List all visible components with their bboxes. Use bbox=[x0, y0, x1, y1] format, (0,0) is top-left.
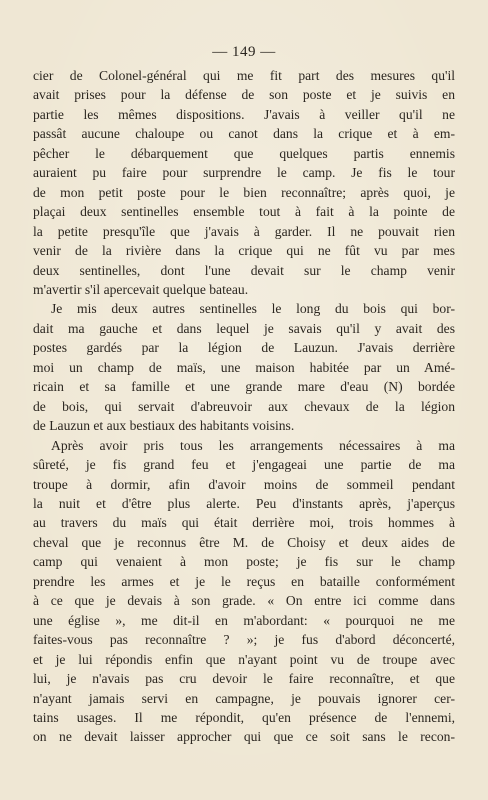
text-line: postes gardés par la légion de Lauzun. J'avais derrière bbox=[33, 340, 455, 356]
text-line: deux sentinelles, dont l'une devait sur le champ venir bbox=[33, 262, 455, 278]
text-line: passât aucune chaloupe ou canot dans la crique et à em- bbox=[33, 126, 455, 142]
text-line: plaçai deux sentinelles ensemble tout à fait à la pointe de bbox=[33, 204, 455, 220]
body-text bbox=[33, 66, 455, 747]
text-line: pêcher le débarquement que quelques partis ennemis bbox=[33, 145, 455, 161]
text-line: prendre les armes et je le reçus en bataille conformément bbox=[33, 573, 455, 589]
text-line: moi un champ de maïs, une maison habitée par un Amé- bbox=[33, 359, 455, 375]
text-line: de mon petit poste pour le bien reconnaître; après quoi, je bbox=[33, 184, 455, 200]
text-line: m'avertir s'il apercevait quelque bateau. bbox=[33, 281, 249, 297]
text-line: sûreté, je fis grand feu et j'engageai une partie de ma bbox=[33, 457, 455, 473]
text-line: à ce que je devais à son grade. « On entre ici comme dans bbox=[33, 593, 455, 609]
text-line: troupe à dormir, afin d'avoir moins de sommeil pendant bbox=[33, 476, 455, 492]
paragraph-2 bbox=[33, 299, 455, 435]
text-line: Après avoir pris tous les arrangements nécessaires à ma bbox=[51, 437, 455, 453]
text-line: dait ma gauche et dans lequel je savais qu'il y avait des bbox=[33, 320, 455, 336]
text-line: cheval que je reconnus être M. de Choisy et deux aides de bbox=[33, 534, 455, 550]
text-line: et je lui répondis enfin que n'ayant point vu de troupe avec bbox=[33, 651, 455, 667]
text-line: la petite presqu'île que j'avais à garder. Il ne pouvait rien bbox=[33, 223, 455, 239]
text-line: tains usages. Il me répondit, qu'en présence de l'ennemi, bbox=[33, 709, 455, 725]
text-line: auraient pu faire pour surprendre le camp. Je fis le tour bbox=[33, 165, 455, 181]
text-line: camp qui venaient à mon poste; je fis sur le champ bbox=[33, 554, 455, 570]
text-line: on ne devait laisser approcher qui que ce soit sans le recon- bbox=[33, 729, 455, 745]
text-line: de bois, qui servait d'abreuvoir aux chevaux de la légion bbox=[33, 398, 455, 414]
text-line: au travers du maïs qui était derrière moi, trois hommes à bbox=[33, 515, 455, 531]
text-line: lui, je n'avais pas cru devoir le faire reconnaître, et que bbox=[33, 671, 455, 687]
text-line: la nuit et d'être plus alerte. Peu d'instants après, j'aperçus bbox=[33, 495, 455, 511]
text-line: n'ayant jamais servi en campagne, je pouvais ignorer cer- bbox=[33, 690, 455, 706]
text-line: une église », me dit-il en m'abordant: « pourquoi ne me bbox=[33, 612, 455, 628]
text-line: faites-vous pas reconnaître ? »; je fus d'abord déconcerté, bbox=[33, 632, 455, 648]
text-line: partie les mêmes dispositions. J'avais à veiller qu'il ne bbox=[33, 106, 455, 122]
text-line: ricain et sa famille et une grande mare d'eau (N) bordée bbox=[33, 379, 455, 395]
text-line: de Lauzun et aux bestiaux des habitants voisins. bbox=[33, 418, 295, 434]
text-line: venir de la rivière dans la crique qui ne fût vu par mes bbox=[33, 243, 455, 259]
page-number: — 149 — bbox=[212, 44, 276, 60]
paragraph-3 bbox=[33, 436, 455, 747]
text-line: avait prises pour la défense de son poste et je suivis en bbox=[33, 87, 455, 103]
text-line: Je mis deux autres sentinelles le long du bois qui bor- bbox=[51, 301, 455, 317]
text-line: cier de Colonel-général qui me fit part des mesures qu'il bbox=[33, 68, 455, 83]
paragraph-1 bbox=[33, 66, 455, 299]
